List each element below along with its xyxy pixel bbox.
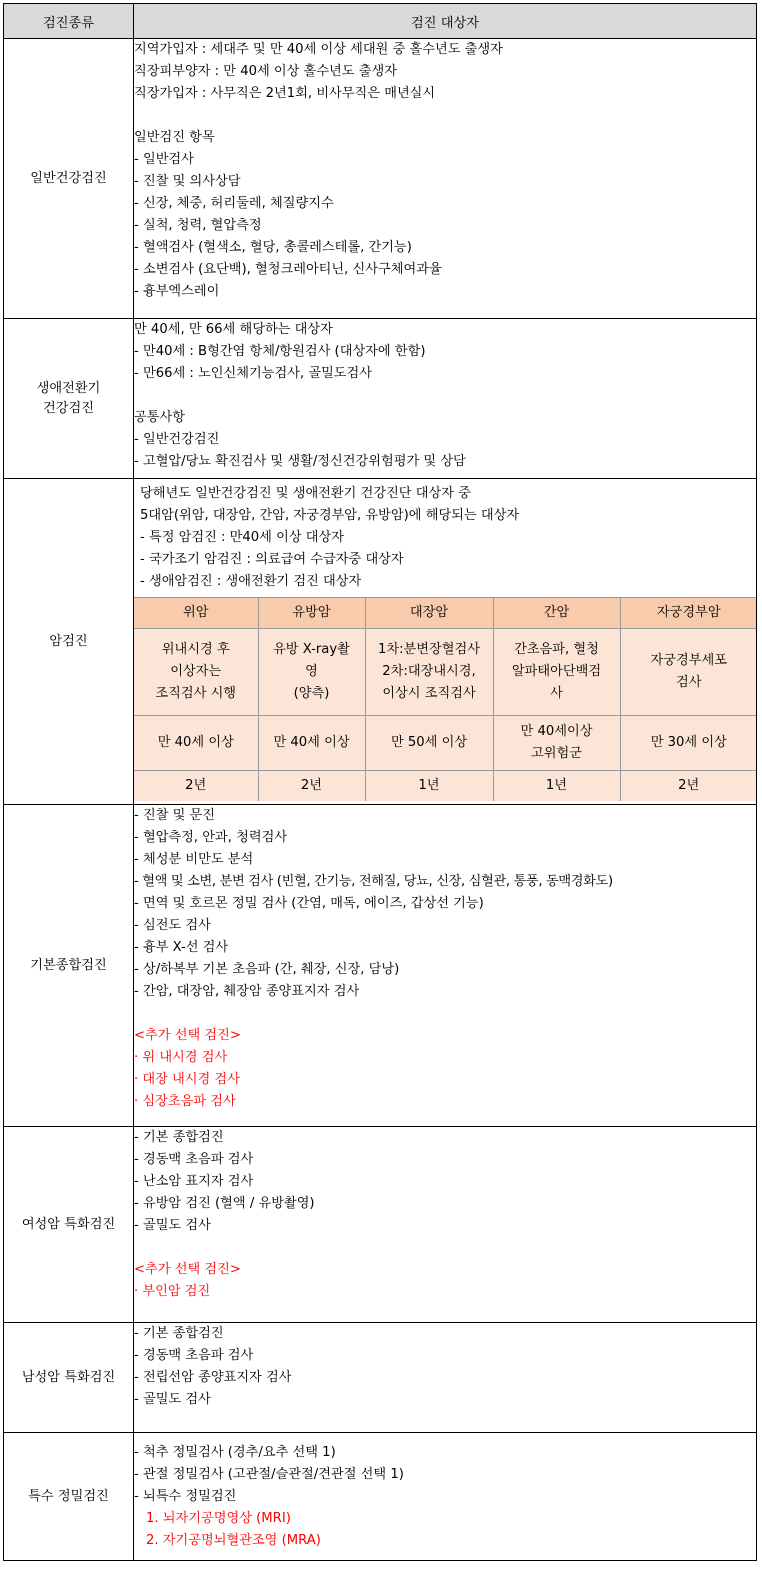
content-line: - 경동맥 초음파 검사 (134, 1152, 254, 1167)
cancer-age-line: 만 40세 이상 (273, 735, 350, 750)
cancer-method-line: 이상자는 (170, 664, 222, 679)
cancer-method-line: 자궁경부세포 (650, 653, 727, 668)
content-line: - 뇌특수 정밀검진 (134, 1488, 237, 1504)
content-line: - 진찰 및 문진 (134, 808, 216, 823)
cancer-cycle-cell: 1년 (493, 771, 620, 802)
content-line: - 신장, 체중, 허리둘레, 체질량지수 (134, 196, 334, 211)
content-line: - 간암, 대장암, 췌장암 종양표지자 검사 (134, 984, 360, 999)
content-line: - 상/하복부 기본 초음파 (간, 췌장, 신장, 담낭) (134, 962, 400, 977)
content-line: 당해년도 일반건강검진 및 생애전환기 건강진단 대상자 중 (140, 486, 471, 501)
category-label: 일반건강검진 (30, 170, 107, 186)
content-line: 일반검진 항목 (134, 130, 215, 145)
row-male-cancer (4, 1323, 757, 1433)
blank-line (134, 105, 756, 127)
cancer-method-line: (양측) (293, 686, 330, 701)
content-line: - 만66세 : 노인신체기능검사, 골밀도검사 (134, 366, 373, 381)
category-cell (4, 1433, 134, 1561)
cancer-method-line: 검사 (676, 675, 702, 690)
cancer-method-line: 간초음파, 혈청 (514, 642, 599, 657)
content-line: - 진찰 및 의사상담 (134, 174, 241, 189)
content-line: - 실척, 청력, 혈압측정 (134, 218, 262, 233)
brain-checkup-item: 1. 뇌자기공명영상 (MRI) (146, 1510, 291, 1526)
content-line: - 면역 및 호르몬 정밀 검사 (간염, 매독, 에이즈, 갑상선 기능) (134, 896, 484, 911)
optional-checkup-heading: <추가 선택 검진> (134, 1028, 241, 1043)
content-line: - 혈액검사 (혈색소, 혈당, 총콜레스테롤, 간기능) (134, 240, 412, 255)
cancer-age-cell (620, 716, 757, 771)
content-line: - 난소암 표지자 검사 (134, 1174, 254, 1189)
row-female-cancer (4, 1127, 757, 1323)
content-line: - 고혈압/당뇨 확진검사 및 생활/정신건강위험평가 및 상담 (134, 454, 466, 469)
cancer-method-line: 1차:분변장혈검사 (377, 642, 480, 657)
cancer-age-line: 만 50세 이상 (390, 735, 468, 750)
content-line: - 혈압측정, 안과, 청력검사 (134, 830, 288, 845)
cancer-age-line: 만 30세 이상 (650, 735, 727, 750)
content-line: - 생애암검진 : 생애전환기 검진 대상자 (140, 574, 362, 589)
cancer-method-line: 위내시경 후 (161, 642, 230, 657)
cancer-cycle-cell: 2년 (134, 771, 258, 802)
cancer-type-header: 간암 (493, 598, 620, 629)
cancer-header-row (134, 598, 757, 629)
cancer-method-line: 알파태아단백검 (511, 664, 602, 679)
content-line: - 척추 정밀검사 (경추/요추 선택 1) (134, 1444, 336, 1460)
category-cell (4, 319, 134, 479)
content-line: - 일반검사 (134, 152, 194, 167)
cancer-cycle-cell: 1년 (365, 771, 493, 802)
category-cell (4, 39, 134, 319)
content-cell (134, 805, 757, 1127)
cancer-type-header: 자궁경부암 (620, 598, 757, 629)
cancer-method-line: 사 (550, 686, 563, 701)
cancer-age-line: 만 40세이상 (520, 724, 593, 739)
category-label: 특수 정밀검진 (28, 1488, 109, 1504)
cancer-type-header: 유방암 (258, 598, 365, 629)
category-label: 생애전환기 (36, 380, 101, 396)
content-cell (134, 1323, 757, 1433)
content-line: - 흉부 X-선 검사 (134, 940, 229, 955)
row-cancer-checkup (4, 479, 757, 805)
category-label: 남성암 특화검진 (21, 1369, 116, 1385)
content-line: - 심전도 검사 (134, 918, 211, 933)
category-cell (4, 1323, 134, 1433)
content-line: 공통사항 (134, 410, 185, 425)
content-line: - 국가조기 암검진 : 의료급여 수급자중 대상자 (140, 552, 404, 567)
cancer-method-row (134, 629, 757, 716)
row-general-checkup (4, 39, 757, 319)
content-line: 만 40세, 만 66세 해당하는 대상자 (134, 322, 333, 337)
content-line: - 관절 정밀검사 (고관절/슬관절/견관절 선택 1) (134, 1466, 404, 1482)
category-cell (4, 479, 134, 805)
row-special-precision (4, 1433, 757, 1561)
optional-checkup-item: · 위 내시경 검사 (134, 1050, 228, 1065)
cancer-age-cell (258, 716, 365, 771)
cancer-method-line: 이상시 조직검사 (382, 686, 476, 701)
cancer-method-cell (134, 629, 258, 716)
content-cell (134, 319, 757, 479)
category-label: 기본종합검진 (30, 957, 107, 973)
health-checkup-table (3, 3, 757, 1561)
content-line: - 혈액 및 소변, 분변 검사 (빈혈, 간기능, 전해질, 당뇨, 신장, 심혈관, 통풍, 동맥경화도) (134, 874, 613, 889)
content-line: - 일반건강검진 (134, 432, 220, 447)
content-line: - 기본 종합검진 (134, 1326, 224, 1341)
optional-checkup-item: · 심장초음파 검사 (134, 1094, 236, 1109)
cancer-age-cell (493, 716, 620, 771)
category-label: 암검진 (49, 633, 88, 649)
cancer-age-cell (365, 716, 493, 771)
category-cell (4, 805, 134, 1127)
header-checkup-target: 검진 대상자 (134, 4, 757, 39)
blank-line (134, 1003, 756, 1025)
blank-line (134, 1237, 756, 1259)
cancer-cycle-cell: 2년 (258, 771, 365, 802)
content-line: - 골밀도 검사 (134, 1392, 211, 1407)
cancer-age-row (134, 716, 757, 771)
content-line: 직장가입자 : 사무직은 2년1회, 비사무직은 매년실시 (134, 86, 436, 101)
cancer-method-cell (365, 629, 493, 716)
header-checkup-type: 검진종류 (4, 4, 134, 39)
cancer-method-line: 영 (305, 664, 318, 679)
optional-checkup-item: · 대장 내시경 검사 (134, 1072, 240, 1087)
cancer-cycle-cell: 2년 (620, 771, 757, 802)
cancer-type-header: 위암 (134, 598, 258, 629)
cancer-types-table (134, 597, 757, 801)
cancer-method-cell (258, 629, 365, 716)
content-line: 지역가입자 : 세대주 및 만 40세 이상 세대원 중 홀수년도 출생자 (134, 42, 503, 57)
health-checkup-table-wrapper (3, 3, 756, 1561)
cancer-age-cell (134, 716, 258, 771)
content-cell (134, 1433, 757, 1561)
row-basic-comprehensive (4, 805, 757, 1127)
content-line: - 골밀도 검사 (134, 1218, 211, 1233)
content-line: 직장피부양자 : 만 40세 이상 홀수년도 출생자 (134, 64, 397, 79)
category-label: 건강검진 (43, 400, 94, 416)
content-line: - 유방암 검진 (혈액 / 유방촬영) (134, 1196, 315, 1211)
blank-line (134, 385, 756, 407)
cancer-cycle-row (134, 771, 757, 802)
row-life-transition-checkup (4, 319, 757, 479)
content-line: - 만40세 : B형간염 항체/항원검사 (대상자에 한함) (134, 344, 426, 359)
category-cell (4, 1127, 134, 1323)
cancer-age-line: 고위험군 (531, 746, 582, 761)
optional-checkup-item: · 부인암 검진 (134, 1284, 211, 1299)
category-label: 여성암 특화검진 (21, 1216, 116, 1232)
content-line: - 특정 암검진 : 만40세 이상 대상자 (140, 530, 345, 545)
cancer-method-line: 조직검사 시행 (155, 686, 237, 701)
content-line: - 소변검사 (요단백), 혈청크레아티닌, 신사구체여과율 (134, 262, 442, 277)
content-line: - 전립선암 종양표지자 검사 (134, 1370, 292, 1385)
content-cell (134, 39, 757, 319)
content-cell (134, 1127, 757, 1323)
cancer-method-line: 유방 X-ray촬 (273, 642, 350, 657)
cancer-method-cell (620, 629, 757, 716)
cancer-method-line: 2차:대장내시경, (382, 664, 476, 679)
optional-checkup-heading: <추가 선택 검진> (134, 1262, 241, 1277)
content-cell (134, 479, 757, 805)
content-line: - 흉부엑스레이 (134, 284, 220, 299)
content-line: - 경동맥 초음파 검사 (134, 1348, 254, 1363)
brain-checkup-item: 2. 자기공명뇌혈관조영 (MRA) (146, 1532, 321, 1548)
table-header-row (4, 4, 757, 39)
content-line: - 기본 종합검진 (134, 1130, 224, 1145)
cancer-method-cell (493, 629, 620, 716)
content-line: - 체성분 비만도 분석 (134, 852, 254, 867)
cancer-intro (134, 483, 756, 597)
cancer-age-line: 만 40세 이상 (157, 735, 234, 750)
cancer-type-header: 대장암 (365, 598, 493, 629)
content-line: 5대암(위암, 대장암, 간암, 자궁경부암, 유방암)에 해당되는 대상자 (140, 508, 520, 523)
